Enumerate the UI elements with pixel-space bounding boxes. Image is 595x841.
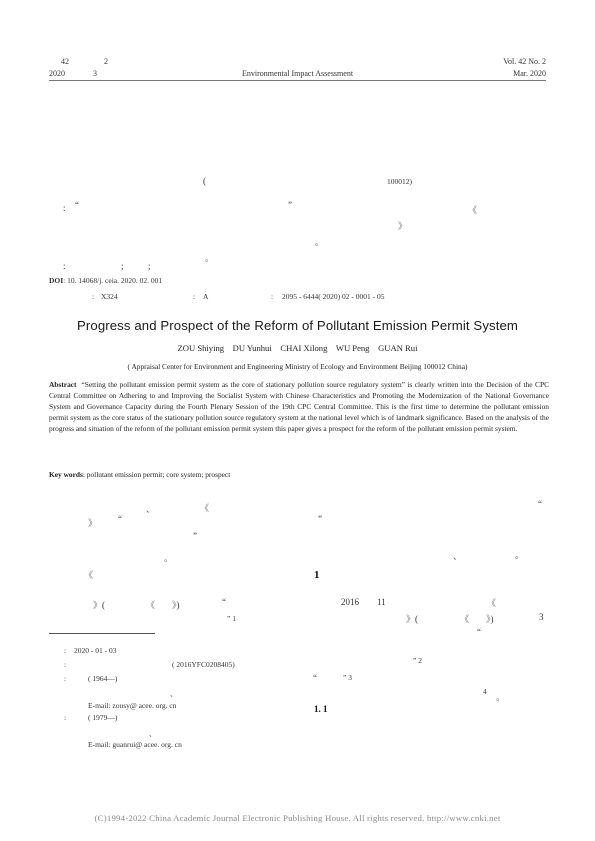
body-fragment: 。 [164,553,174,563]
author2-label: : [64,713,67,722]
body-fragment: 》) [486,614,494,624]
doc-code-label: : [193,292,196,301]
body-fragment: ” 2 [413,656,422,665]
cn-keywords-colon: : [63,261,66,271]
cn-abstract-period-1: 。 [315,237,325,247]
body-fragment: 3 [539,612,544,622]
cn-abstract-label: : [63,203,66,213]
doi-label: DOI [49,276,64,285]
author-name: GUAN Rui [378,343,418,353]
author-name: ZOU Shiying [177,343,225,353]
author2-birth: ( 1979—) [88,713,118,722]
body-fragment: 《 [200,503,210,513]
cn-affiliation-open: ( [203,176,206,186]
clc-value: X324 [101,292,118,301]
affiliation-en: ( Appraisal Center for Environment and Engineering Ministry of Ecology and Environment Beijing 100012 China) [127,362,468,371]
body-fragment: 。 [515,550,525,560]
keywords-label: Key words [49,470,83,479]
abstract-label: Abstract [49,380,77,389]
header-month-cn: 3 [93,69,97,78]
received-label: : [64,646,67,655]
body-fragment: “ [477,627,481,637]
cn-affiliation-postcode: 100012) [387,177,412,186]
abstract-text: “Setting the pollutant emission permit system as the core of stationary pollution source regulatory system” is clearly written into the Decision of the CPC Central Committee on Adhering to and Improving the Socialist System with Chinese Characteristics and Promoting the Modernization of the National Governance System and Governance Capacity during the Fourth Plenary Session of the 19th CPC Central Committee. This is the first time to determine the pollutant emission permit system as the core status of the stationary pollution source regulatory system at the national level which is of landmark significance. Based on the analysis of the progress and situation of the reform of the pollutant emission permit system this paper gives a prospect for the reform of the pollutant emission permit system. [49,380,550,433]
author1-birth: ( 1964—) [88,674,118,683]
cn-abstract-period-2: 。 [205,253,215,263]
body-fragment: 、 [146,504,156,514]
author2-email: E-mail: guanrui@ acee. org. cn [88,740,182,749]
cn-abstract-quote-open: “ [75,200,79,210]
body-fragment: 4 [483,687,487,696]
article-id-value: 2095 - 6444( 2020) 02 - 0001 - 05 [282,292,385,301]
paper-title-en: Progress and Prospect of the Reform of Pollutant Emission Permit System [77,318,518,333]
body-fragment: 》) [172,600,180,610]
body-fragment: 《 [460,614,470,624]
header-rule [49,80,546,81]
fund-label: : [64,660,67,669]
keywords-en [49,470,230,479]
footnote-divider [49,633,155,634]
cn-abstract-quote-close: ” [288,200,292,210]
keywords-text: : pollutant emission permit; core system; prospect [82,470,231,479]
body-fragment: ” [318,514,322,524]
copyright-footer: (C)1994-2022 China Academic Journal Electronic Publishing House. All rights reserved. http://www.cnki.net [94,813,501,823]
author2-sep: 、 [149,729,157,738]
received-date: 2020 - 01 - 03 [74,646,117,655]
body-fragment: “ [538,499,542,509]
author1-email: E-mail: zousy@ acee. org. cn [88,701,177,710]
body-fragment: “ [313,673,317,683]
article-id-label: : [271,292,274,301]
header-volume-en: Vol. 42 No. 2 [503,57,546,66]
author1-label: : [64,674,67,683]
doc-code-value: A [203,292,209,301]
author-list [0,343,595,353]
doi-value: : 10. 14068/j. ceia. 2020. 02. 001 [63,276,163,285]
body-fragment: ” 1 [227,614,236,623]
body-fragment: 。 [496,692,506,702]
cn-keywords-sep-1: ; [121,261,124,271]
body-fragment: 》 [88,518,98,528]
abstract-en [49,380,549,435]
fund-value: ( 2016YFC0208405) [172,660,235,669]
body-fragment: 、 [453,551,463,561]
clc-label: : [92,292,95,301]
section-heading-1-1: 1. 1 [314,704,328,714]
header-journal-name: Environmental Impact Assessment [241,69,354,78]
author-name: DU Yunhui [232,343,272,353]
cn-abstract-book-close: 》 [398,221,408,231]
author1-sep: 、 [170,689,178,698]
body-fragment: ” 3 [343,673,352,682]
cn-keywords-sep-2: ; [148,261,151,271]
body-fragment: 《 [487,598,497,608]
doi-line [49,276,162,285]
author-name: CHAI Xilong [280,343,328,353]
header-date-en: Mar. 2020 [513,69,546,78]
body-fragment: 》( [406,614,418,624]
body-month: 11 [377,597,386,607]
header-year-cn: 2020 [49,69,65,78]
body-fragment: “ [118,514,122,524]
body-fragment: “ [222,597,226,607]
body-year: 2016 [341,597,359,607]
author-name: WU Peng [335,343,370,353]
body-fragment: 《 [84,570,94,580]
header-issue-cn: 2 [104,57,108,66]
body-fragment: ” [193,531,197,541]
body-fragment: 《 [146,600,156,610]
header-volume-cn: 42 [61,57,69,66]
cn-abstract-book-open: 《 [468,205,478,215]
section-heading-1: 1 [314,569,320,581]
body-fragment: 》( [93,600,105,610]
